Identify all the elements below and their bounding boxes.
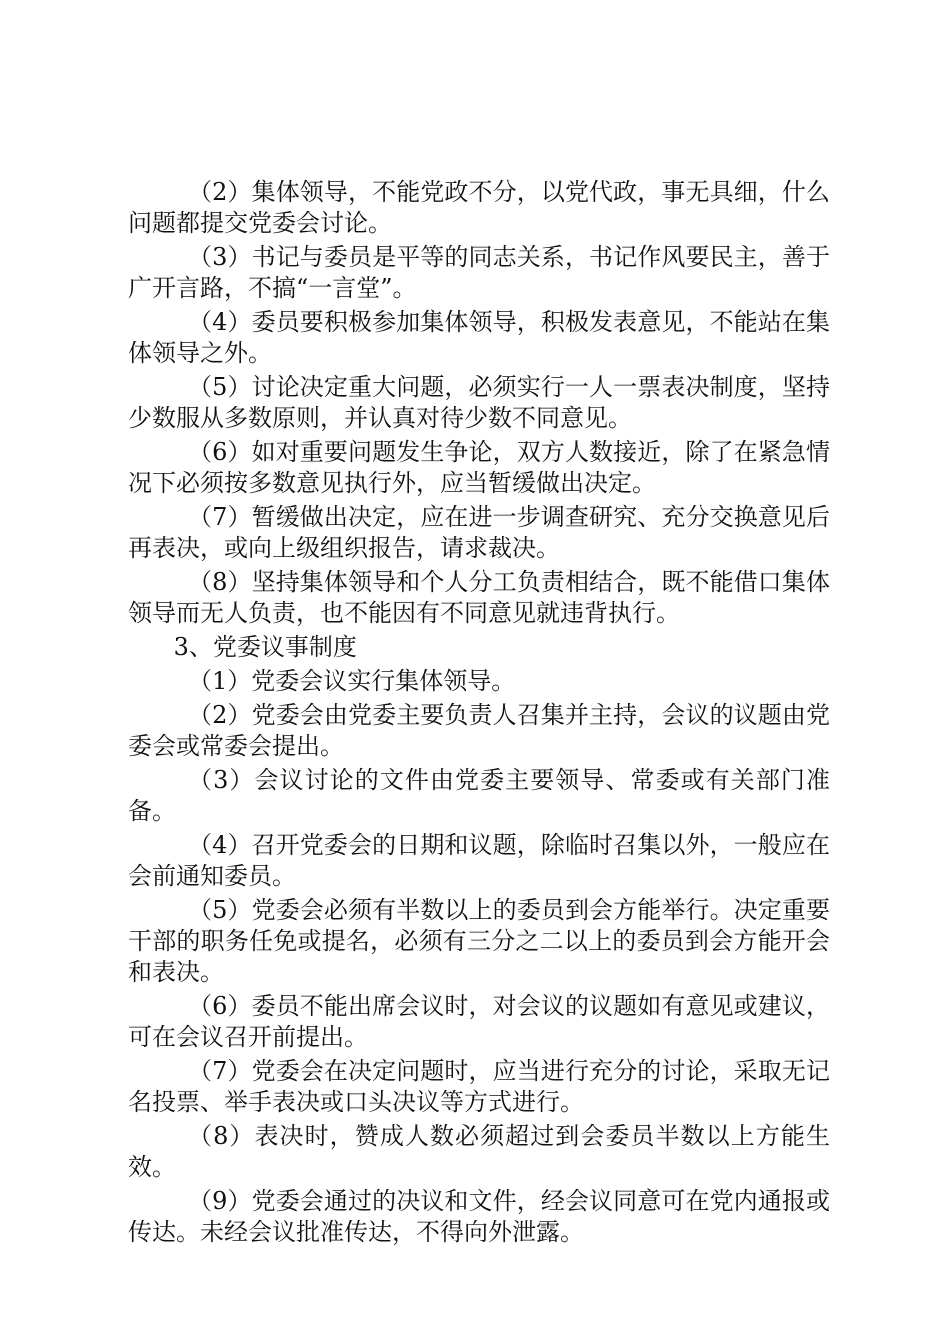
- paragraph-meeting-rule-1: （1）党委会议实行集体领导。: [188, 667, 516, 695]
- paragraph-meeting-rule-7: （7）党委会在决定问题时，应当进行充分的讨论，采取无记名投票、举手表决或口头决议等方式进行。: [128, 1057, 830, 1116]
- paragraph-collective-leadership-5: （5）讨论决定重大问题，必须实行一人一票表决制度，坚持少数服从多数原则，并认真对待少数不同意见。: [128, 373, 830, 432]
- paragraph-meeting-rule-9: （9）党委会通过的决议和文件，经会议同意可在党内通报或传达。未经会议批准传达，不得向外泄露。: [128, 1187, 830, 1246]
- paragraph-collective-leadership-6: （6）如对重要问题发生争论，双方人数接近，除了在紧急情况下必须按多数意见执行外，应当暂缓做出决定。: [128, 438, 830, 497]
- section-heading-meeting-rules: 3、党委议事制度: [173, 633, 357, 661]
- paragraph-collective-leadership-2: （2）集体领导，不能党政不分，以党代政，事无具细，什么问题都提交党委会讨论。: [128, 178, 830, 237]
- paragraph-collective-leadership-4: （4）委员要积极参加集体领导，积极发表意见，不能站在集体领导之外。: [128, 308, 830, 367]
- paragraph-meeting-rule-4: （4）召开党委会的日期和议题，除临时召集以外，一般应在会前通知委员。: [128, 831, 830, 890]
- paragraph-collective-leadership-7: （7）暂缓做出决定，应在进一步调查研究、充分交换意见后再表决，或向上级组织报告，请求裁决。: [128, 503, 830, 562]
- paragraph-meeting-rule-6: （6）委员不能出席会议时，对会议的议题如有意见或建议，可在会议召开前提出。: [128, 992, 830, 1051]
- paragraph-collective-leadership-3: （3）书记与委员是平等的同志关系，书记作风要民主，善于广开言路，不搞“一言堂”。: [128, 243, 830, 302]
- document-body: [128, 177, 830, 1251]
- paragraph-meeting-rule-5: （5）党委会必须有半数以上的委员到会方能举行。决定重要干部的职务任免或提名，必须有三分之二以上的委员到会方能开会和表决。: [128, 896, 830, 986]
- paragraph-collective-leadership-8: （8）坚持集体领导和个人分工负责相结合，既不能借口集体领导而无人负责，也不能因有不同意见就违背执行。: [128, 568, 830, 627]
- paragraph-meeting-rule-3: （3）会议讨论的文件由党委主要领导、常委或有关部门准备。: [128, 766, 830, 825]
- paragraph-meeting-rule-8: （8）表决时，赞成人数必须超过到会委员半数以上方能生效。: [128, 1122, 830, 1181]
- paragraph-meeting-rule-2: （2）党委会由党委主要负责人召集并主持，会议的议题由党委会或常委会提出。: [128, 701, 830, 760]
